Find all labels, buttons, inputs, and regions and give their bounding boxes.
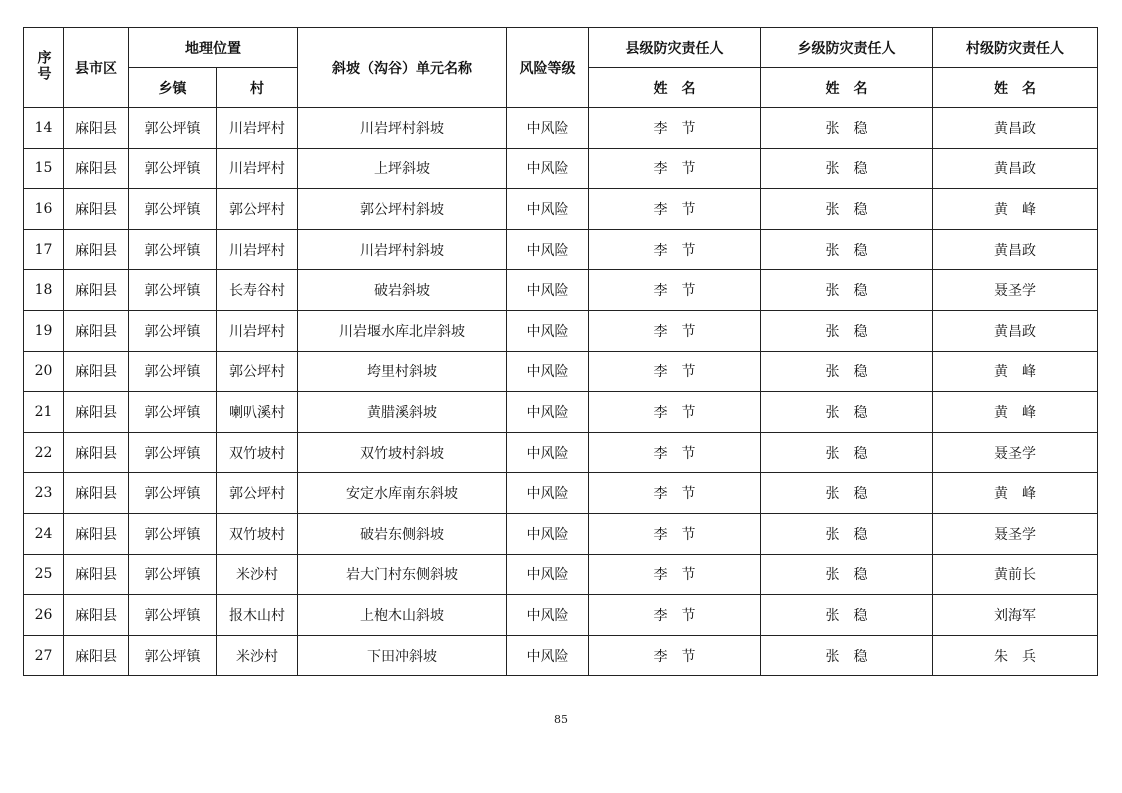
cell-village-person: 聂圣学 bbox=[933, 432, 1098, 473]
cell-county: 麻阳县 bbox=[64, 513, 129, 554]
cell-county-person: 李 节 bbox=[589, 270, 761, 311]
cell-risk-level: 中风险 bbox=[507, 635, 589, 676]
cell-county-person: 李 节 bbox=[589, 189, 761, 230]
cell-village-person: 黄昌政 bbox=[933, 148, 1098, 189]
cell-village-person: 黄昌政 bbox=[933, 229, 1098, 270]
table-row bbox=[24, 595, 1098, 636]
cell-county-person: 李 节 bbox=[589, 635, 761, 676]
cell-township: 郭公坪镇 bbox=[129, 270, 217, 311]
cell-county-person: 李 节 bbox=[589, 473, 761, 514]
table-row bbox=[24, 432, 1098, 473]
table-row bbox=[24, 310, 1098, 351]
cell-seq: 22 bbox=[24, 432, 64, 473]
cell-risk-level: 中风险 bbox=[507, 473, 589, 514]
cell-village: 川岩坪村 bbox=[217, 148, 298, 189]
cell-county: 麻阳县 bbox=[64, 148, 129, 189]
cell-village-person: 黄 峰 bbox=[933, 351, 1098, 392]
cell-village-person: 黄 峰 bbox=[933, 473, 1098, 514]
cell-village-person: 聂圣学 bbox=[933, 270, 1098, 311]
header-county-person-name: 姓 名 bbox=[589, 68, 761, 108]
cell-township: 郭公坪镇 bbox=[129, 392, 217, 433]
cell-seq: 18 bbox=[24, 270, 64, 311]
cell-seq: 21 bbox=[24, 392, 64, 433]
cell-township: 郭公坪镇 bbox=[129, 635, 217, 676]
header-risk-level: 风险等级 bbox=[507, 28, 589, 108]
cell-county: 麻阳县 bbox=[64, 270, 129, 311]
cell-seq: 23 bbox=[24, 473, 64, 514]
cell-township-person: 张 稳 bbox=[761, 635, 933, 676]
cell-seq: 14 bbox=[24, 108, 64, 149]
cell-village-person: 朱 兵 bbox=[933, 635, 1098, 676]
cell-village-person: 黄昌政 bbox=[933, 108, 1098, 149]
table-row bbox=[24, 635, 1098, 676]
table-row bbox=[24, 229, 1098, 270]
header-village: 村 bbox=[217, 68, 298, 108]
cell-village-person: 黄前长 bbox=[933, 554, 1098, 595]
cell-seq: 19 bbox=[24, 310, 64, 351]
cell-seq: 26 bbox=[24, 595, 64, 636]
cell-village-person: 刘海军 bbox=[933, 595, 1098, 636]
cell-village: 川岩坪村 bbox=[217, 310, 298, 351]
cell-risk-level: 中风险 bbox=[507, 595, 589, 636]
cell-village: 郭公坪村 bbox=[217, 189, 298, 230]
cell-slope-name: 下田冲斜坡 bbox=[298, 635, 507, 676]
table-row bbox=[24, 189, 1098, 230]
cell-seq: 20 bbox=[24, 351, 64, 392]
cell-seq: 24 bbox=[24, 513, 64, 554]
cell-township-person: 张 稳 bbox=[761, 554, 933, 595]
cell-county-person: 李 节 bbox=[589, 148, 761, 189]
cell-slope-name: 黄腊溪斜坡 bbox=[298, 392, 507, 433]
cell-risk-level: 中风险 bbox=[507, 229, 589, 270]
cell-county: 麻阳县 bbox=[64, 473, 129, 514]
cell-risk-level: 中风险 bbox=[507, 513, 589, 554]
cell-township-person: 张 稳 bbox=[761, 148, 933, 189]
cell-county: 麻阳县 bbox=[64, 189, 129, 230]
cell-township: 郭公坪镇 bbox=[129, 351, 217, 392]
header-village-person: 村级防灾责任人 bbox=[933, 28, 1098, 68]
cell-county: 麻阳县 bbox=[64, 432, 129, 473]
cell-county-person: 李 节 bbox=[589, 513, 761, 554]
cell-county: 麻阳县 bbox=[64, 595, 129, 636]
cell-township: 郭公坪镇 bbox=[129, 473, 217, 514]
cell-risk-level: 中风险 bbox=[507, 270, 589, 311]
cell-village-person: 黄 峰 bbox=[933, 189, 1098, 230]
cell-township: 郭公坪镇 bbox=[129, 595, 217, 636]
cell-village: 长寿谷村 bbox=[217, 270, 298, 311]
cell-township-person: 张 稳 bbox=[761, 595, 933, 636]
cell-county-person: 李 节 bbox=[589, 351, 761, 392]
cell-township: 郭公坪镇 bbox=[129, 432, 217, 473]
page-number: 85 bbox=[554, 713, 568, 726]
cell-county: 麻阳县 bbox=[64, 310, 129, 351]
cell-village-person: 聂圣学 bbox=[933, 513, 1098, 554]
cell-township-person: 张 稳 bbox=[761, 229, 933, 270]
cell-county-person: 李 节 bbox=[589, 392, 761, 433]
cell-slope-name: 破岩东侧斜坡 bbox=[298, 513, 507, 554]
table-row bbox=[24, 392, 1098, 433]
cell-county: 麻阳县 bbox=[64, 229, 129, 270]
cell-township: 郭公坪镇 bbox=[129, 108, 217, 149]
cell-village-person: 黄 峰 bbox=[933, 392, 1098, 433]
cell-slope-name: 川岩坪村斜坡 bbox=[298, 108, 507, 149]
cell-county-person: 李 节 bbox=[589, 310, 761, 351]
cell-county-person: 李 节 bbox=[589, 595, 761, 636]
cell-township: 郭公坪镇 bbox=[129, 310, 217, 351]
cell-risk-level: 中风险 bbox=[507, 310, 589, 351]
cell-village: 米沙村 bbox=[217, 635, 298, 676]
cell-risk-level: 中风险 bbox=[507, 554, 589, 595]
header-slope-name: 斜坡（沟谷）单元名称 bbox=[298, 28, 507, 108]
header-county: 县市区 bbox=[64, 28, 129, 108]
cell-village: 双竹坡村 bbox=[217, 513, 298, 554]
cell-county-person: 李 节 bbox=[589, 554, 761, 595]
cell-seq: 16 bbox=[24, 189, 64, 230]
cell-village: 川岩坪村 bbox=[217, 229, 298, 270]
cell-county: 麻阳县 bbox=[64, 351, 129, 392]
cell-seq: 15 bbox=[24, 148, 64, 189]
cell-village: 郭公坪村 bbox=[217, 473, 298, 514]
cell-township: 郭公坪镇 bbox=[129, 229, 217, 270]
cell-county-person: 李 节 bbox=[589, 432, 761, 473]
cell-risk-level: 中风险 bbox=[507, 392, 589, 433]
table-row bbox=[24, 554, 1098, 595]
cell-slope-name: 安定水库南东斜坡 bbox=[298, 473, 507, 514]
cell-county: 麻阳县 bbox=[64, 108, 129, 149]
cell-slope-name: 双竹坡村斜坡 bbox=[298, 432, 507, 473]
table-row bbox=[24, 270, 1098, 311]
cell-township-person: 张 稳 bbox=[761, 108, 933, 149]
cell-risk-level: 中风险 bbox=[507, 108, 589, 149]
cell-village: 米沙村 bbox=[217, 554, 298, 595]
cell-township-person: 张 稳 bbox=[761, 310, 933, 351]
table-row bbox=[24, 513, 1098, 554]
cell-township: 郭公坪镇 bbox=[129, 148, 217, 189]
cell-slope-name: 川岩堰水库北岸斜坡 bbox=[298, 310, 507, 351]
cell-township-person: 张 稳 bbox=[761, 270, 933, 311]
table-row bbox=[24, 473, 1098, 514]
cell-slope-name: 破岩斜坡 bbox=[298, 270, 507, 311]
cell-township: 郭公坪镇 bbox=[129, 189, 217, 230]
table-row bbox=[24, 351, 1098, 392]
header-village-person-name: 姓 名 bbox=[933, 68, 1098, 108]
header-location: 地理位置 bbox=[129, 28, 298, 68]
cell-township-person: 张 稳 bbox=[761, 473, 933, 514]
cell-village: 郭公坪村 bbox=[217, 351, 298, 392]
cell-village: 报木山村 bbox=[217, 595, 298, 636]
header-seq: 序号 bbox=[24, 28, 64, 108]
cell-risk-level: 中风险 bbox=[507, 189, 589, 230]
cell-seq: 27 bbox=[24, 635, 64, 676]
table-header bbox=[24, 28, 1098, 108]
cell-risk-level: 中风险 bbox=[507, 351, 589, 392]
header-county-person: 县级防灾责任人 bbox=[589, 28, 761, 68]
cell-village: 喇叭溪村 bbox=[217, 392, 298, 433]
cell-slope-name: 上坪斜坡 bbox=[298, 148, 507, 189]
header-row-1 bbox=[24, 28, 1098, 68]
cell-slope-name: 川岩坪村斜坡 bbox=[298, 229, 507, 270]
cell-township-person: 张 稳 bbox=[761, 392, 933, 433]
cell-village-person: 黄昌政 bbox=[933, 310, 1098, 351]
cell-township-person: 张 稳 bbox=[761, 513, 933, 554]
cell-risk-level: 中风险 bbox=[507, 432, 589, 473]
cell-risk-level: 中风险 bbox=[507, 148, 589, 189]
table-body bbox=[24, 108, 1098, 676]
cell-slope-name: 岩大门村东侧斜坡 bbox=[298, 554, 507, 595]
cell-county: 麻阳县 bbox=[64, 392, 129, 433]
cell-township: 郭公坪镇 bbox=[129, 513, 217, 554]
cell-village: 双竹坡村 bbox=[217, 432, 298, 473]
cell-slope-name: 郭公坪村斜坡 bbox=[298, 189, 507, 230]
cell-township: 郭公坪镇 bbox=[129, 554, 217, 595]
cell-county: 麻阳县 bbox=[64, 635, 129, 676]
table-row bbox=[24, 108, 1098, 149]
cell-slope-name: 上枹木山斜坡 bbox=[298, 595, 507, 636]
cell-seq: 25 bbox=[24, 554, 64, 595]
cell-township-person: 张 稳 bbox=[761, 189, 933, 230]
table-row bbox=[24, 148, 1098, 189]
cell-seq: 17 bbox=[24, 229, 64, 270]
cell-county: 麻阳县 bbox=[64, 554, 129, 595]
cell-village: 川岩坪村 bbox=[217, 108, 298, 149]
cell-county-person: 李 节 bbox=[589, 229, 761, 270]
header-township: 乡镇 bbox=[129, 68, 217, 108]
disaster-responsibility-table bbox=[23, 27, 1098, 676]
header-township-person: 乡级防灾责任人 bbox=[761, 28, 933, 68]
cell-slope-name: 垮里村斜坡 bbox=[298, 351, 507, 392]
cell-township-person: 张 稳 bbox=[761, 432, 933, 473]
cell-county-person: 李 节 bbox=[589, 108, 761, 149]
cell-township-person: 张 稳 bbox=[761, 351, 933, 392]
header-township-person-name: 姓 名 bbox=[761, 68, 933, 108]
